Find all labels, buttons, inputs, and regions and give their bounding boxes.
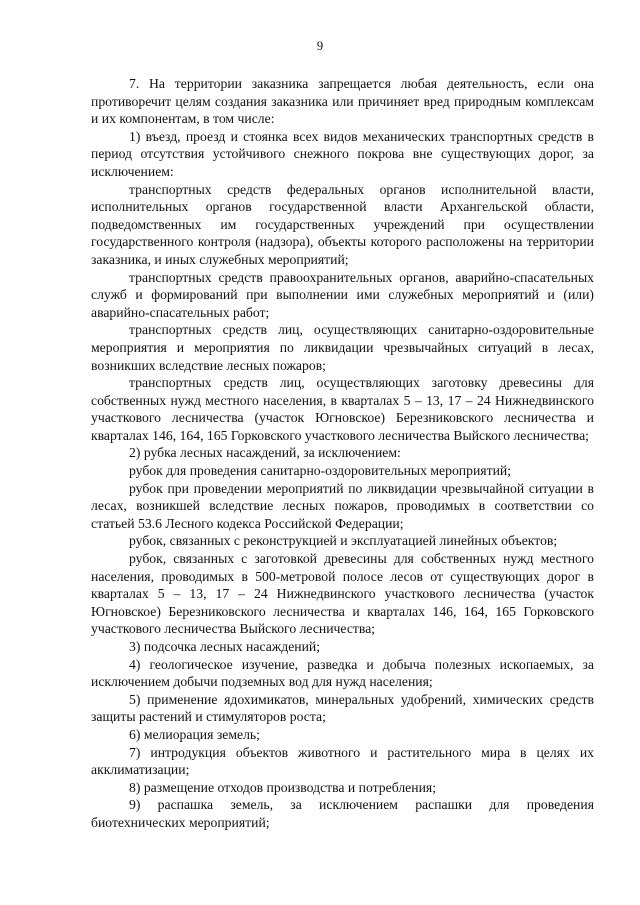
paragraph: рубок, связанных с реконструкцией и эксплуатацией линейных объектов; xyxy=(129,533,558,549)
paragraph: 1) въезд, проезд и стоянка всех видов механических транспортных средств в период отсутствия устойчивого снежного покрова вне существующих дорог, за исключением: xyxy=(91,128,594,179)
paragraph: транспортных средств лиц, осуществляющих санитарно-оздоровительные мероприятия и мероприятия по ликвидации чрезвычайных ситуаций в лесах, возникших вследствие лесных пожаров; xyxy=(91,322,594,373)
paragraph: 3) подсочка лесных насаждений; xyxy=(129,639,321,654)
paragraph: 5) применение ядохимикатов, минеральных удобрений, химических средств защиты растений и стимуляторов роста; xyxy=(91,691,594,725)
body-text xyxy=(91,75,594,832)
paragraph: транспортных средств федеральных органов исполнительной власти, исполнительных органов государственной власти Архангельской области, подведомственных им государственных учреждений при осуществлении государственного контроля (надзора), объекты которого расположены на территории заказника, и иных служебных мероприятий; xyxy=(91,181,594,267)
page-number: 9 xyxy=(316,39,324,53)
paragraph: 8) размещение отходов производства и потребления; xyxy=(129,779,437,795)
paragraph: 4) геологическое изучение, разведка и добыча полезных ископаемых, за исключением добычи подземных вод для нужд населения; xyxy=(91,656,594,690)
paragraph: транспортных средств правоохранительных органов, аварийно-спасательных служб и формирований при выполнении ими служебных мероприятий и (или) аварийно-спасательных работ; xyxy=(91,269,594,320)
paragraph: 7. На территории заказника запрещается любая деятельность, если она противоречит целям создания заказника или причиняет вред природным комплексам и их компонентам, в том числе: xyxy=(91,76,594,127)
paragraph: транспортных средств лиц, осуществляющих заготовку древесины для собственных нужд местного населения, в кварталах 5 – 13, 17 – 24 Нижнедвинского участкового лесничества (участок Югновское) Березниковского лесничества и кварталах 146, 164, 165 Горковского участкового лесничества Выйского лесничества; xyxy=(91,375,594,443)
paragraph: 2) рубка лесных насаждений, за исключением: xyxy=(129,445,401,461)
paragraph: 9) распашка земель, за исключением распашки для проведения биотехнических мероприятий; xyxy=(91,797,594,830)
paragraph: рубок при проведении мероприятий по ликвидации чрезвычайной ситуации в лесах, возникшей вследствие лесных пожаров, проводимых в соответствии со статьей 53.6 Лесного кодекса Российской Федерации; xyxy=(91,480,594,531)
paragraph: рубок для проведения санитарно-оздоровительных мероприятий; xyxy=(129,463,512,479)
paragraph: 6) мелиорация земель; xyxy=(129,726,260,742)
paragraph: рубок, связанных с заготовкой древесины для собственных нужд местного населения, проводимых в 500-метровой полосе лесов от существующих дорог в кварталах 5 – 13, 17 – 24 Нижнедвинского участкового лесничества (участок Югновское) Березниковского лесничества и кварталах 146, 164, 165 Горковского участкового лесничества Выйского лесничества; xyxy=(91,551,594,637)
paragraph: 7) интродукция объектов животного и растительного мира в целях их акклиматизации; xyxy=(91,744,594,778)
